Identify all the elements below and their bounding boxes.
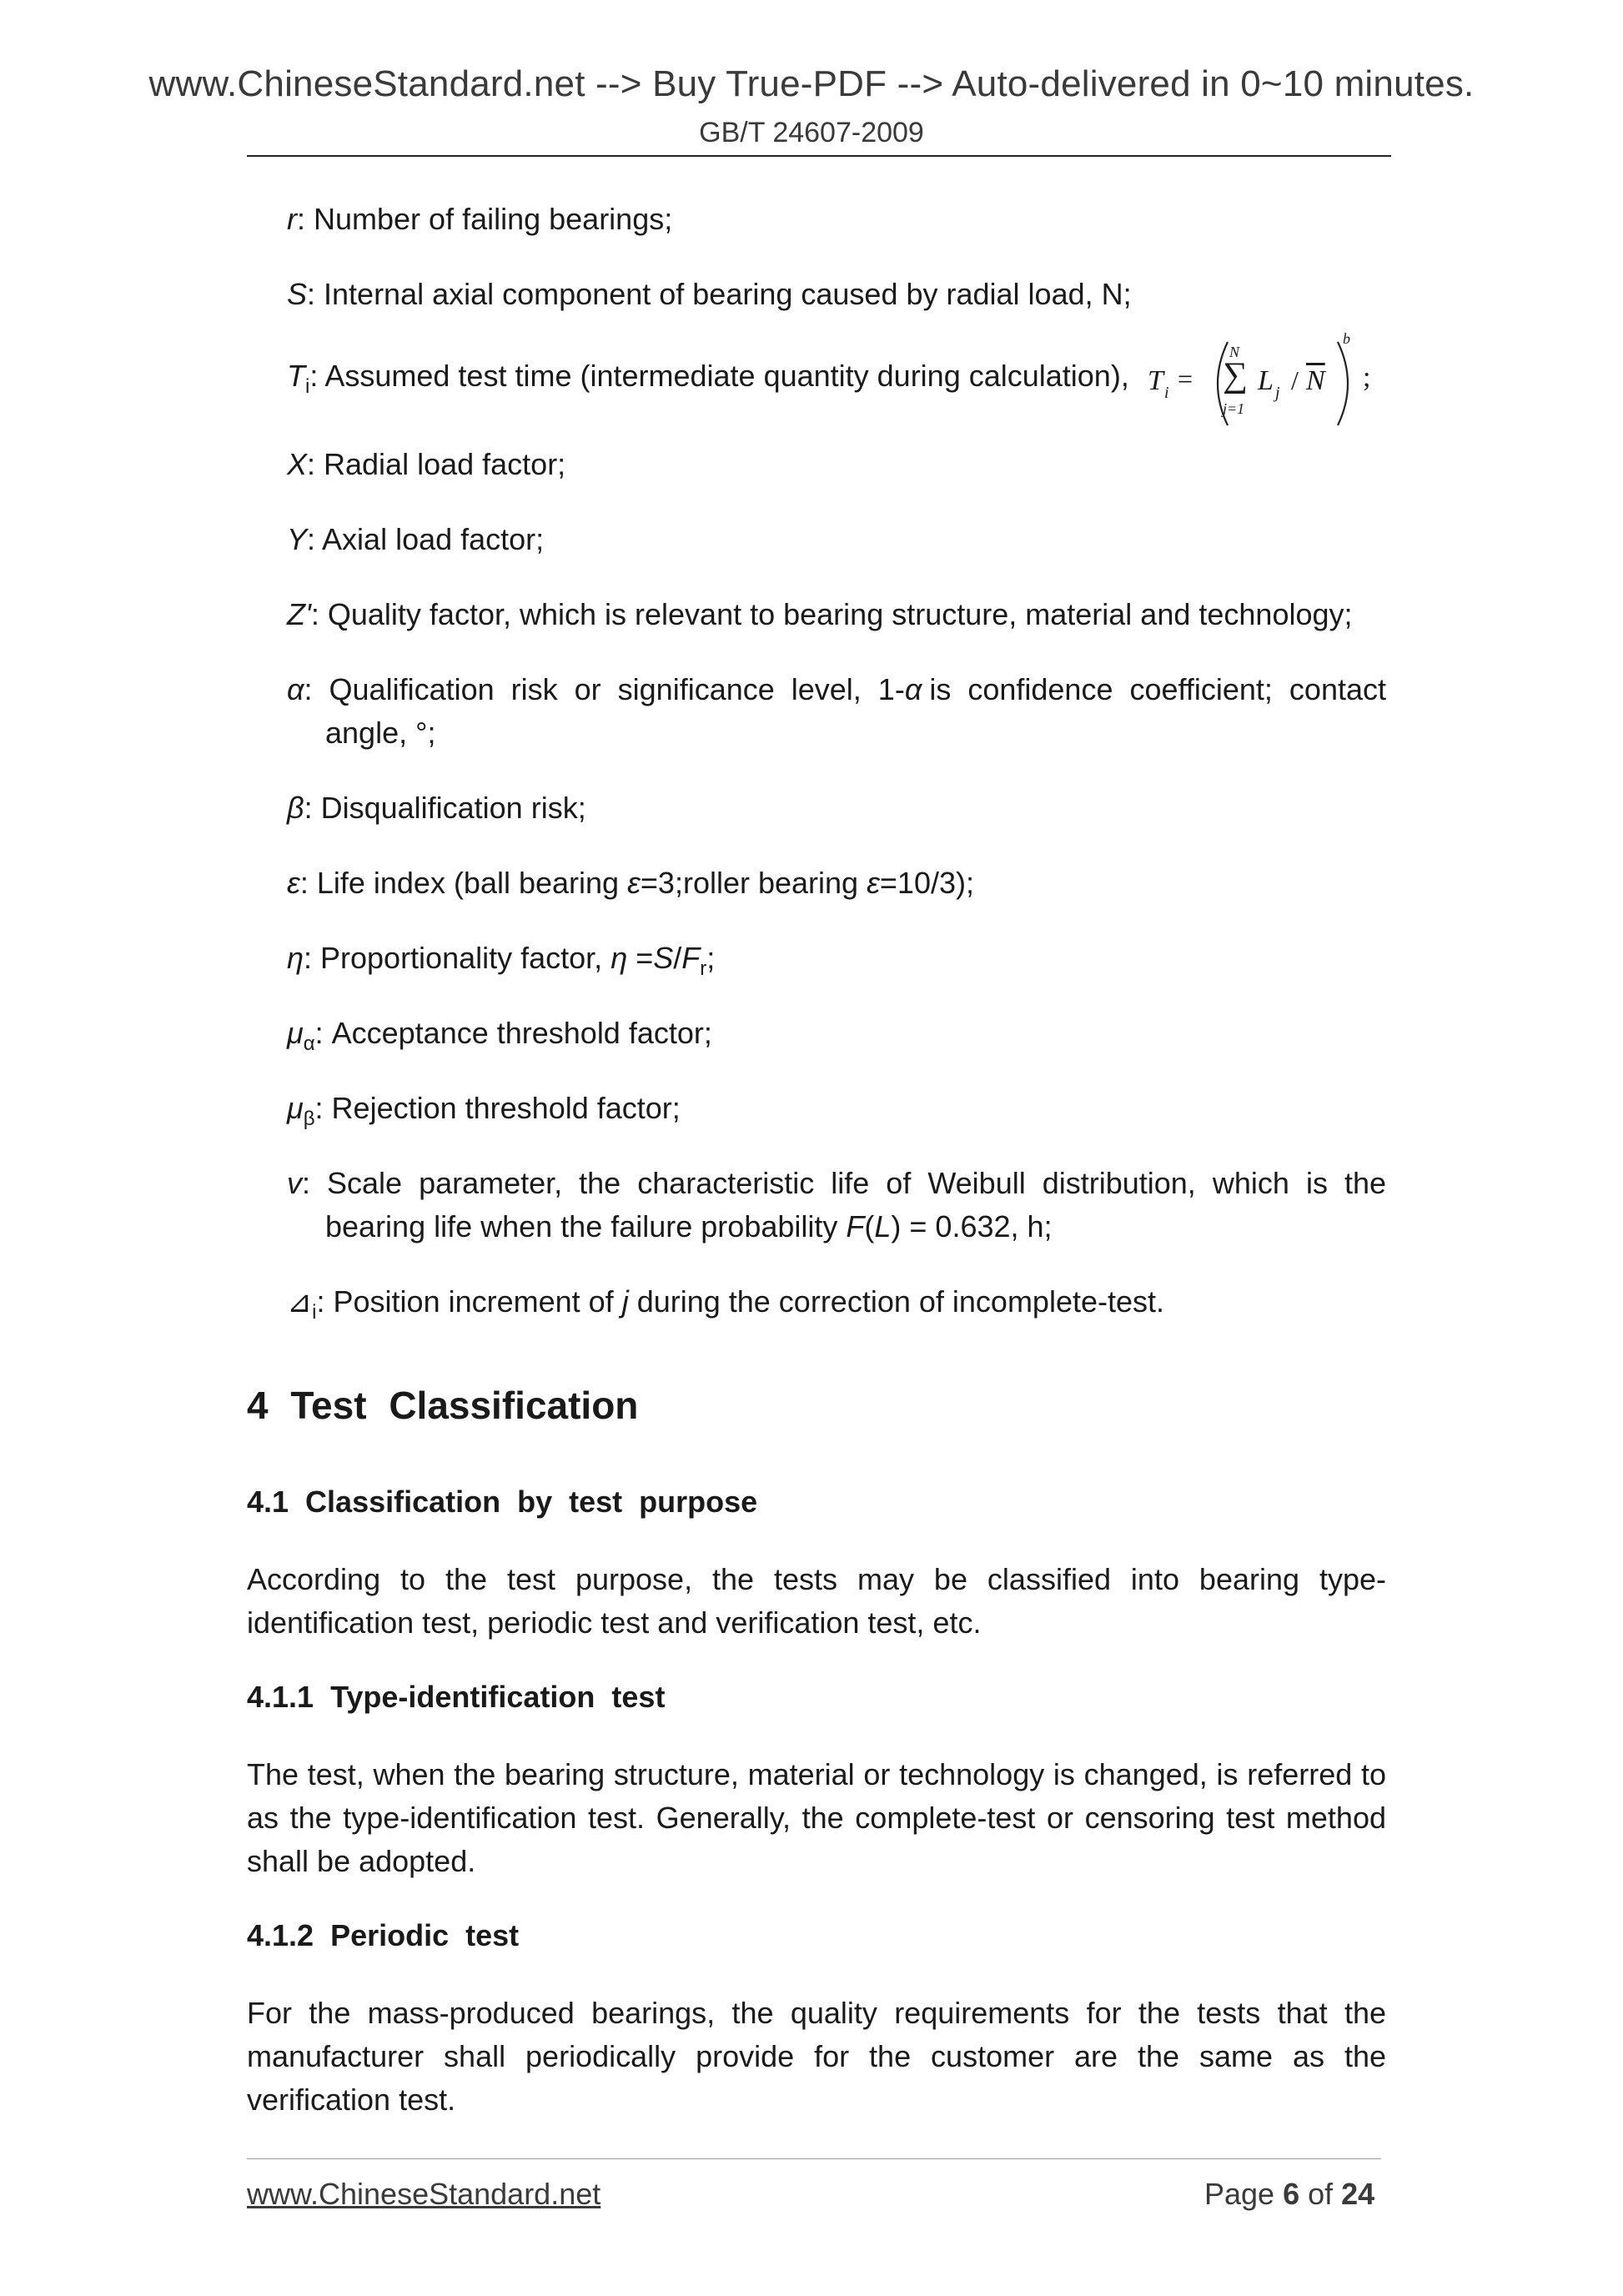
symbol: ε (287, 866, 300, 900)
definition-text: =3;roller bearing (640, 866, 867, 900)
section-4-1-2-heading: 4.1.2 Periodic test (247, 1918, 520, 1952)
definition-text: : Assumed test time (intermediate quantity during calculation), (309, 359, 1129, 393)
definition-text: ( (864, 1209, 875, 1243)
symbol: T (287, 359, 305, 393)
definition-text: : Position increment of (316, 1284, 622, 1319)
definition-text: : Quality factor, which is relevant to bearing structure, material and technology; (310, 597, 1353, 631)
subscript: β (303, 1108, 315, 1131)
section-4-1-1-heading: 4.1.1 Type-identification test (247, 1680, 666, 1714)
definition-beta (287, 791, 586, 826)
definition-text: / (673, 941, 682, 975)
symbol: F (846, 1209, 865, 1243)
definition-text: : Number of failing bearings; (297, 202, 673, 236)
definition-mu-beta (287, 1091, 681, 1131)
symbol: ε (627, 866, 641, 900)
symbol: μ (287, 1091, 304, 1125)
page-indicator (1204, 2177, 1374, 2212)
symbol: Y (287, 522, 308, 556)
page-prefix: Page (1204, 2177, 1284, 2211)
section-4-heading: 4 Test Classification (247, 1384, 639, 1427)
ti-formula (1148, 332, 1389, 432)
header-rule (247, 155, 1391, 157)
symbol: Z' (287, 597, 311, 631)
definition-text: : Proportionality factor, (304, 941, 611, 975)
definition-text: = (627, 941, 654, 975)
symbol: β (287, 791, 304, 825)
header-banner[interactable]: www.ChineseStandard.net --> Buy True-PDF --> Auto-delivered in 0~10 minutes. (148, 63, 1475, 104)
definition-ti (287, 359, 1129, 399)
definition-s (287, 277, 1132, 312)
sigma-icon: ∑ (1223, 356, 1248, 394)
symbol: α (904, 672, 922, 706)
definition-text: : Internal axial component of bearing caused by radial load, N; (307, 277, 1132, 311)
symbol: v (287, 1166, 302, 1200)
subscript: i (305, 375, 310, 399)
definition-text: : Axial load factor; (307, 522, 545, 556)
definition-text: during the correction of incomplete-test. (628, 1284, 1165, 1319)
definition-eta (287, 941, 715, 981)
definition-text: bearing life when the failure probability (325, 1209, 847, 1243)
definition-text: =10/3); (879, 866, 974, 900)
definition-text: : Scale parameter, the characteristic life of Weibull distribution, (302, 1166, 1196, 1200)
section-4-1-text: According to the test purpose, the tests may be classified into bearing type-identification test, periodic test and verification test, etc. (247, 1562, 1386, 1640)
definition-text: ; (706, 941, 716, 975)
standard-number: GB/T 24607-2009 (699, 117, 924, 148)
formula-slash: / (1291, 365, 1299, 395)
definition-r (287, 202, 672, 237)
formula-term: L (1258, 365, 1274, 396)
definition-text: : Qualification risk or significance level, 1- (304, 672, 905, 706)
sum-lower-limit: j=1 (1223, 400, 1245, 417)
definition-text: : Life index (ball bearing (299, 866, 628, 900)
definition-y (287, 522, 544, 557)
formula-lhs: T (1148, 365, 1163, 396)
subscript: i (312, 1301, 317, 1324)
definition-mu-alpha (287, 1016, 712, 1056)
section-4-1-heading: 4.1 Classification by test purpose (247, 1485, 758, 1519)
symbol: η (287, 941, 304, 975)
subscript: α (303, 1032, 315, 1056)
sum-upper-limit: N (1229, 344, 1240, 360)
definition-alpha (287, 672, 1386, 707)
subscript: r (700, 957, 707, 981)
definition-text: : Disqualification risk; (304, 791, 586, 825)
symbol: S (287, 277, 308, 311)
definition-delta (287, 1284, 1164, 1324)
symbol: F (681, 941, 701, 975)
definition-v-line2 (325, 1209, 1053, 1244)
symbol: α (287, 672, 304, 706)
formula-equals: = (1178, 364, 1193, 394)
definition-alpha-line2: angle, °; (325, 716, 436, 750)
symbol: L (874, 1209, 892, 1243)
section-4-1-2-text: For the mass-produced bearings, the quality requirements for the tests that the manufacturer shall periodically provide for the customer are the same as the verification test. (247, 1996, 1386, 2117)
definition-v (287, 1166, 1386, 1201)
right-paren-icon (1329, 339, 1363, 429)
definition-z (287, 597, 1353, 632)
definition-epsilon (287, 866, 974, 901)
symbol: η (611, 941, 628, 975)
definition-text: which is the (1212, 1166, 1386, 1200)
formula-lhs-sub: i (1164, 384, 1169, 402)
definition-text: : Acceptance threshold factor; (314, 1016, 712, 1050)
page-number: 6 (1283, 2177, 1300, 2211)
definition-x (287, 447, 565, 482)
formula-end: ; (1363, 362, 1371, 393)
symbol: j (621, 1284, 629, 1319)
symbol: μ (287, 1016, 304, 1050)
symbol: ε (867, 866, 880, 900)
page-total: 24 (1341, 2177, 1375, 2211)
definition-text: : Radial load factor; (307, 447, 566, 481)
symbol: S (653, 941, 674, 975)
formula-nbar: $\overline{N}$ (1306, 365, 1325, 396)
symbol: ⊿ (287, 1284, 313, 1319)
symbol: r (287, 202, 297, 236)
definition-text: ) = 0.632, h; (891, 1209, 1053, 1243)
footer-rule (247, 2158, 1381, 2159)
definition-text: is confidence coefficient; contact (929, 672, 1386, 706)
symbol: X (287, 447, 308, 481)
page-of: of (1299, 2177, 1342, 2211)
definition-text: : Rejection threshold factor; (314, 1091, 681, 1125)
footer-link[interactable]: www.ChineseStandard.net (247, 2177, 601, 2211)
section-4-1-1-text: The test, when the bearing structure, material or technology is changed, is referred to as the type-identification test. Generally, the complete-test or censoring test method shall be adopted. (247, 1757, 1386, 1878)
v-line1 (0, 0, 1, 1)
formula-term-sub: j (1275, 384, 1280, 402)
formula-exponent: b (1343, 330, 1350, 347)
